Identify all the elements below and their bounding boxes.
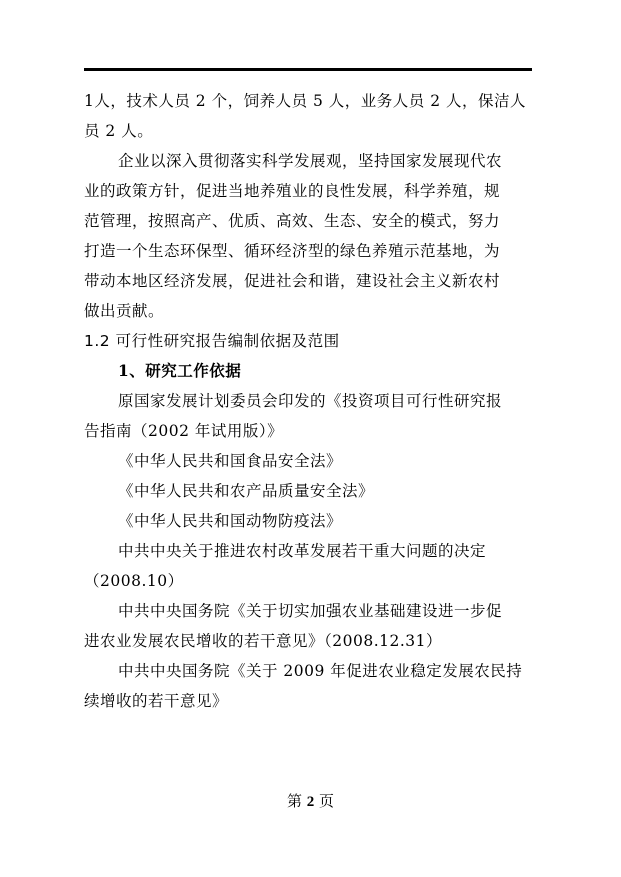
basis-line: 中共中央关于推进农村改革发展若干重大问题的决定 [118,542,487,560]
paragraph-line: 企业以深入贯彻落实科学发展观，坚持国家发展现代农 [118,152,503,170]
paragraph-line: 1人，技术人员 2 个，饲养人员 5 人，业务人员 2 人，保洁人 [84,92,527,110]
page-footer [0,790,621,813]
paragraph-line: 打造一个生态环保型、循环经济型的绿色养殖示范基地，为 [84,242,501,260]
basis-line: 《中华人民共和农产品质量安全法》 [118,482,375,500]
basis-line: 中共中央国务院《关于切实加强农业基础建设进一步促 [118,602,503,620]
subheading: 1、研究工作依据 [118,361,242,380]
paragraph-line: 带动本地区经济发展，促进社会和谐，建设社会主义新农村 [84,272,501,290]
paragraph-line: 做出贡献。 [84,302,165,320]
header-rule [84,68,532,71]
section-heading: 1.2 可行性研究报告编制依据及范围 [84,332,340,350]
paragraph-line: 范管理，按照高产、优质、高效、生态、安全的模式，努力 [84,212,501,230]
basis-line: 《中华人民共和国动物防疫法》 [118,512,343,530]
page-suffix: 页 [319,792,335,810]
basis-line: 《中华人民共和国食品安全法》 [118,452,343,470]
basis-line: 续增收的若干意见》 [84,692,229,710]
page-prefix: 第 [286,792,302,810]
page-number: 2 [306,794,315,810]
basis-line: 告指南（2002 年试用版）》 [84,422,284,440]
basis-line: 原国家发展计划委员会印发的《投资项目可行性研究报 [118,392,503,410]
paragraph-line: 业的政策方针，促进当地养殖业的良性发展，科学养殖，规 [84,182,501,200]
basis-line: （2008.10） [84,572,184,590]
basis-line: 进农业发展农民增收的若干意见》（2008.12.31） [84,632,442,650]
basis-line: 中共中央国务院《关于 2009 年促进农业稳定发展农民持 [118,662,523,680]
paragraph-line: 员 2 人。 [84,122,154,140]
